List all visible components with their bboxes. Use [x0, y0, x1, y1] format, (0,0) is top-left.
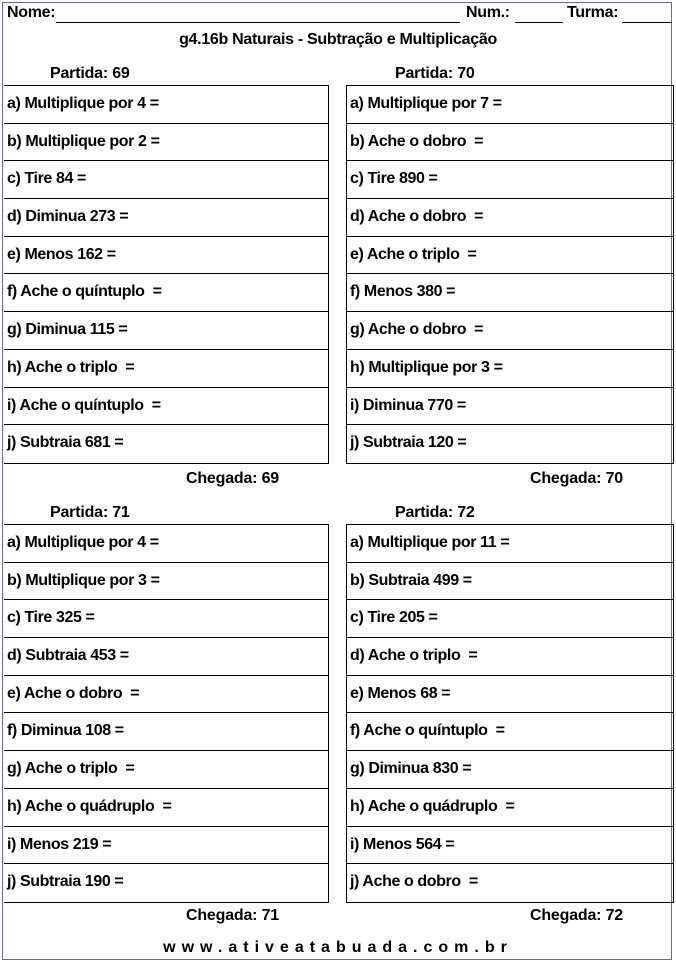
exercise-row[interactable]: j) Subtraia 190 = — [7, 873, 124, 891]
num-label: Num.: — [466, 4, 510, 21]
partida-label: Partida: 70 — [395, 65, 475, 82]
exercise-row[interactable]: i) Menos 564 = — [347, 827, 673, 865]
exercise-row[interactable]: a) Multiplique por 4 = — [4, 525, 328, 563]
exercise-row[interactable]: f) Ache o quíntuplo = — [4, 274, 328, 312]
exercise-row[interactable]: j) Subtraia 681 = — [7, 434, 124, 452]
exercise-row[interactable]: e) Menos 162 = — [4, 237, 328, 275]
exercise-table — [346, 524, 674, 903]
name-label: Nome: — [7, 4, 56, 21]
exercise-row[interactable]: a) Multiplique por 7 = — [347, 86, 673, 124]
worksheet-title: g4.16b Naturais - Subtração e Multiplicação — [179, 31, 497, 48]
num-field[interactable] — [515, 22, 563, 23]
exercise-row[interactable]: g) Ache o dobro = — [347, 312, 673, 350]
exercise-row[interactable]: d) Diminua 273 = — [4, 199, 328, 237]
chegada-label: Chegada: 71 — [186, 907, 279, 924]
exercise-row[interactable]: e) Ache o dobro = — [4, 676, 328, 714]
exercise-row[interactable]: e) Menos 68 = — [347, 676, 673, 714]
exercise-row[interactable]: g) Diminua 830 = — [347, 751, 673, 789]
exercise-row[interactable]: b) Subtraia 499 = — [347, 563, 673, 601]
turma-field[interactable] — [622, 22, 672, 23]
exercise-row[interactable]: b) Multiplique por 3 = — [4, 563, 328, 601]
turma-label: Turma: — [567, 4, 619, 21]
exercise-row[interactable]: d) Subtraia 453 = — [4, 638, 328, 676]
exercise-row[interactable]: c) Tire 890 = — [347, 161, 673, 199]
exercise-row[interactable]: g) Diminua 115 = — [4, 312, 328, 350]
student-header — [0, 4, 676, 26]
exercise-row[interactable]: h) Ache o quádruplo = — [4, 789, 328, 827]
exercise-row[interactable]: a) Multiplique por 4 = — [4, 86, 328, 124]
exercise-row[interactable]: b) Multiplique por 2 = — [4, 124, 328, 162]
exercise-row[interactable]: i) Ache o quíntuplo = — [4, 388, 328, 426]
website-footer: www.ativeatabuada.com.br — [163, 939, 513, 956]
exercise-row[interactable]: f) Menos 380 = — [347, 274, 673, 312]
partida-label: Partida: 69 — [50, 65, 130, 82]
exercise-row[interactable]: a) Multiplique por 11 = — [347, 525, 673, 563]
exercise-row[interactable]: d) Ache o triplo = — [347, 638, 673, 676]
exercise-row[interactable]: h) Ache o triplo = — [4, 350, 328, 388]
exercise-row[interactable]: c) Tire 84 = — [4, 161, 328, 199]
name-field[interactable] — [56, 22, 460, 23]
exercise-row[interactable]: i) Menos 219 = — [4, 827, 328, 865]
chegada-label: Chegada: 70 — [530, 470, 623, 487]
chegada-label: Chegada: 72 — [530, 907, 623, 924]
exercise-row[interactable]: d) Ache o dobro = — [347, 199, 673, 237]
exercise-row[interactable]: h) Multiplique por 3 = — [347, 350, 673, 388]
exercise-row[interactable]: g) Ache o triplo = — [4, 751, 328, 789]
exercise-row[interactable]: h) Ache o quádruplo = — [347, 789, 673, 827]
exercise-row[interactable]: b) Ache o dobro = — [347, 124, 673, 162]
exercise-table — [4, 85, 329, 464]
exercise-row[interactable]: c) Tire 205 = — [347, 600, 673, 638]
partida-label: Partida: 71 — [50, 504, 130, 521]
exercise-row[interactable]: j) Ache o dobro = — [350, 873, 478, 891]
partida-label: Partida: 72 — [395, 504, 475, 521]
exercise-row[interactable]: c) Tire 325 = — [4, 600, 328, 638]
exercise-table — [4, 524, 329, 903]
exercise-table — [346, 85, 674, 464]
exercise-row[interactable]: f) Diminua 108 = — [4, 713, 328, 751]
exercise-row[interactable]: i) Diminua 770 = — [347, 388, 673, 426]
exercise-row[interactable]: e) Ache o triplo = — [347, 237, 673, 275]
chegada-label: Chegada: 69 — [186, 470, 279, 487]
exercise-row[interactable]: f) Ache o quíntuplo = — [347, 713, 673, 751]
exercise-row[interactable]: j) Subtraia 120 = — [350, 434, 467, 452]
